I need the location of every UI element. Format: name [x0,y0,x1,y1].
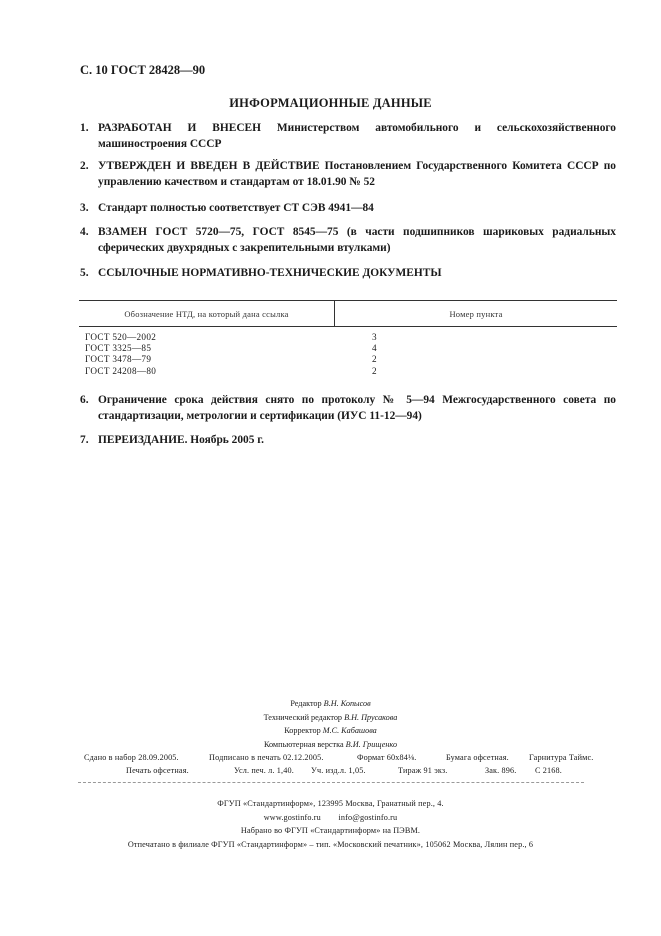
imprint-print-sheets: Усл. печ. л. 1,40. [234,766,294,775]
credit-line [0,724,661,738]
credit-name: М.С. Кабашова [322,726,377,735]
table-row-doc: ГОСТ 520—2002 [85,332,157,342]
publisher-web: www.gostinfo.ru info@gostinfo.ru [263,812,398,822]
table-header-doc: Обозначение НТД, на который дана ссылка [124,309,289,319]
table-row-doc: ГОСТ 24208—80 [85,366,157,376]
item-number: 2. [80,160,89,172]
credit-name: В.Н. Копысов [323,699,371,708]
publisher-printed: Отпечатано в филиале ФГУП «Стандартинформ» – тип. «Московский печатник», 105062 Москва, Лялин пер., 6 [127,839,534,849]
table-header-clause: Номер пункта [449,309,503,319]
info-item-2 [80,159,616,190]
imprint-typeset-date: Сдано в набор 28.09.2005. [84,753,179,762]
credit-line [0,711,661,725]
info-item-3 [80,201,616,217]
item-number: 6. [80,394,89,406]
credit-line [0,738,661,752]
item-text: РАЗРАБОТАН И ВНЕСЕН Министерством автомобильного и сельскохозяйственного машиностроения СССР [98,122,616,150]
imprint-order: Зак. 896. [485,766,517,775]
table-row-clause: 2 [372,354,377,364]
item-number: 3. [80,202,89,214]
imprint-print-type: Печать офсетная. [126,766,189,775]
imprint-paper: Бумага офсетная. [446,753,509,762]
item-text: Ограничение срока действия снято по протоколу № 5—94 Межгосударственного совета по стандартизации, метрологии и сертификации (ИУС 11-12—94) [98,394,616,422]
info-item-5 [80,266,616,282]
info-item-4 [80,225,616,256]
info-item-6 [80,393,616,424]
item-number: 1. [80,122,89,134]
table-row-clause: 4 [372,343,377,353]
publisher-address: ФГУП «Стандартинформ», 123995 Москва, Гранатный пер., 4. [217,799,444,808]
credit-name: В.Н. Прусакова [344,712,398,722]
section-title: ИНФОРМАЦИОННЫЕ ДАННЫЕ [229,96,432,110]
credit-role: Корректор [284,726,321,735]
item-text: ПЕРЕИЗДАНИЕ. Ноябрь 2005 г. [98,434,265,446]
imprint-signed-date: Подписано в печать 02.12.2005. [209,753,324,762]
credit-role: Компьютерная верстка [263,739,344,749]
imprint-typeface: Гарнитура Таймс. [529,753,594,762]
info-item-1 [80,121,616,152]
table-top-border [79,300,617,301]
credit-role: Редактор [290,699,322,708]
info-item-7 [80,433,616,449]
item-number: 5. [80,267,89,279]
item-number: 4. [80,226,89,238]
imprint-publish-sheets: Уч. изд.л. 1,05. [311,766,366,775]
item-text: УТВЕРЖДЕН И ВВЕДЕН В ДЕЙСТВИЕ Постановлением Государственного Комитета СССР по управлению качеством и стандартам от 18.01.90 № 52 [98,160,616,188]
publisher-block [0,797,661,851]
item-text: Стандарт полностью соответствует СТ СЭВ 4941—84 [98,202,374,214]
table-header-border [79,326,617,327]
table-row-clause: 3 [372,332,377,342]
table-row-clause: 2 [372,366,377,376]
table-row-doc: ГОСТ 3325—85 [85,343,152,353]
item-text: ВЗАМЕН ГОСТ 5720—75, ГОСТ 8545—75 (в части подшипников шариковых радиальных сферических двухрядных с закрепительными втулками) [98,226,616,254]
credit-name: В.И. Грищенко [345,739,398,749]
page-header: С. 10 ГОСТ 28428—90 [80,63,206,77]
dashed-divider [78,782,584,783]
imprint-code: С 2168. [535,766,562,775]
item-number: 7. [80,434,89,446]
item-text: ССЫЛОЧНЫЕ НОРМАТИВНО-ТЕХНИЧЕСКИЕ ДОКУМЕНТЫ [98,267,442,279]
imprint-format: Формат 60х84⅛. [357,753,417,762]
credit-line [0,697,661,711]
credits-block [0,697,661,751]
table-row-doc: ГОСТ 3478—79 [85,354,152,364]
credit-role: Технический редактор [263,712,343,722]
publisher-typeset: Набрано во ФГУП «Стандартинформ» на ПЭВМ. [240,826,421,835]
imprint-circulation: Тираж 91 экз. [398,766,448,775]
